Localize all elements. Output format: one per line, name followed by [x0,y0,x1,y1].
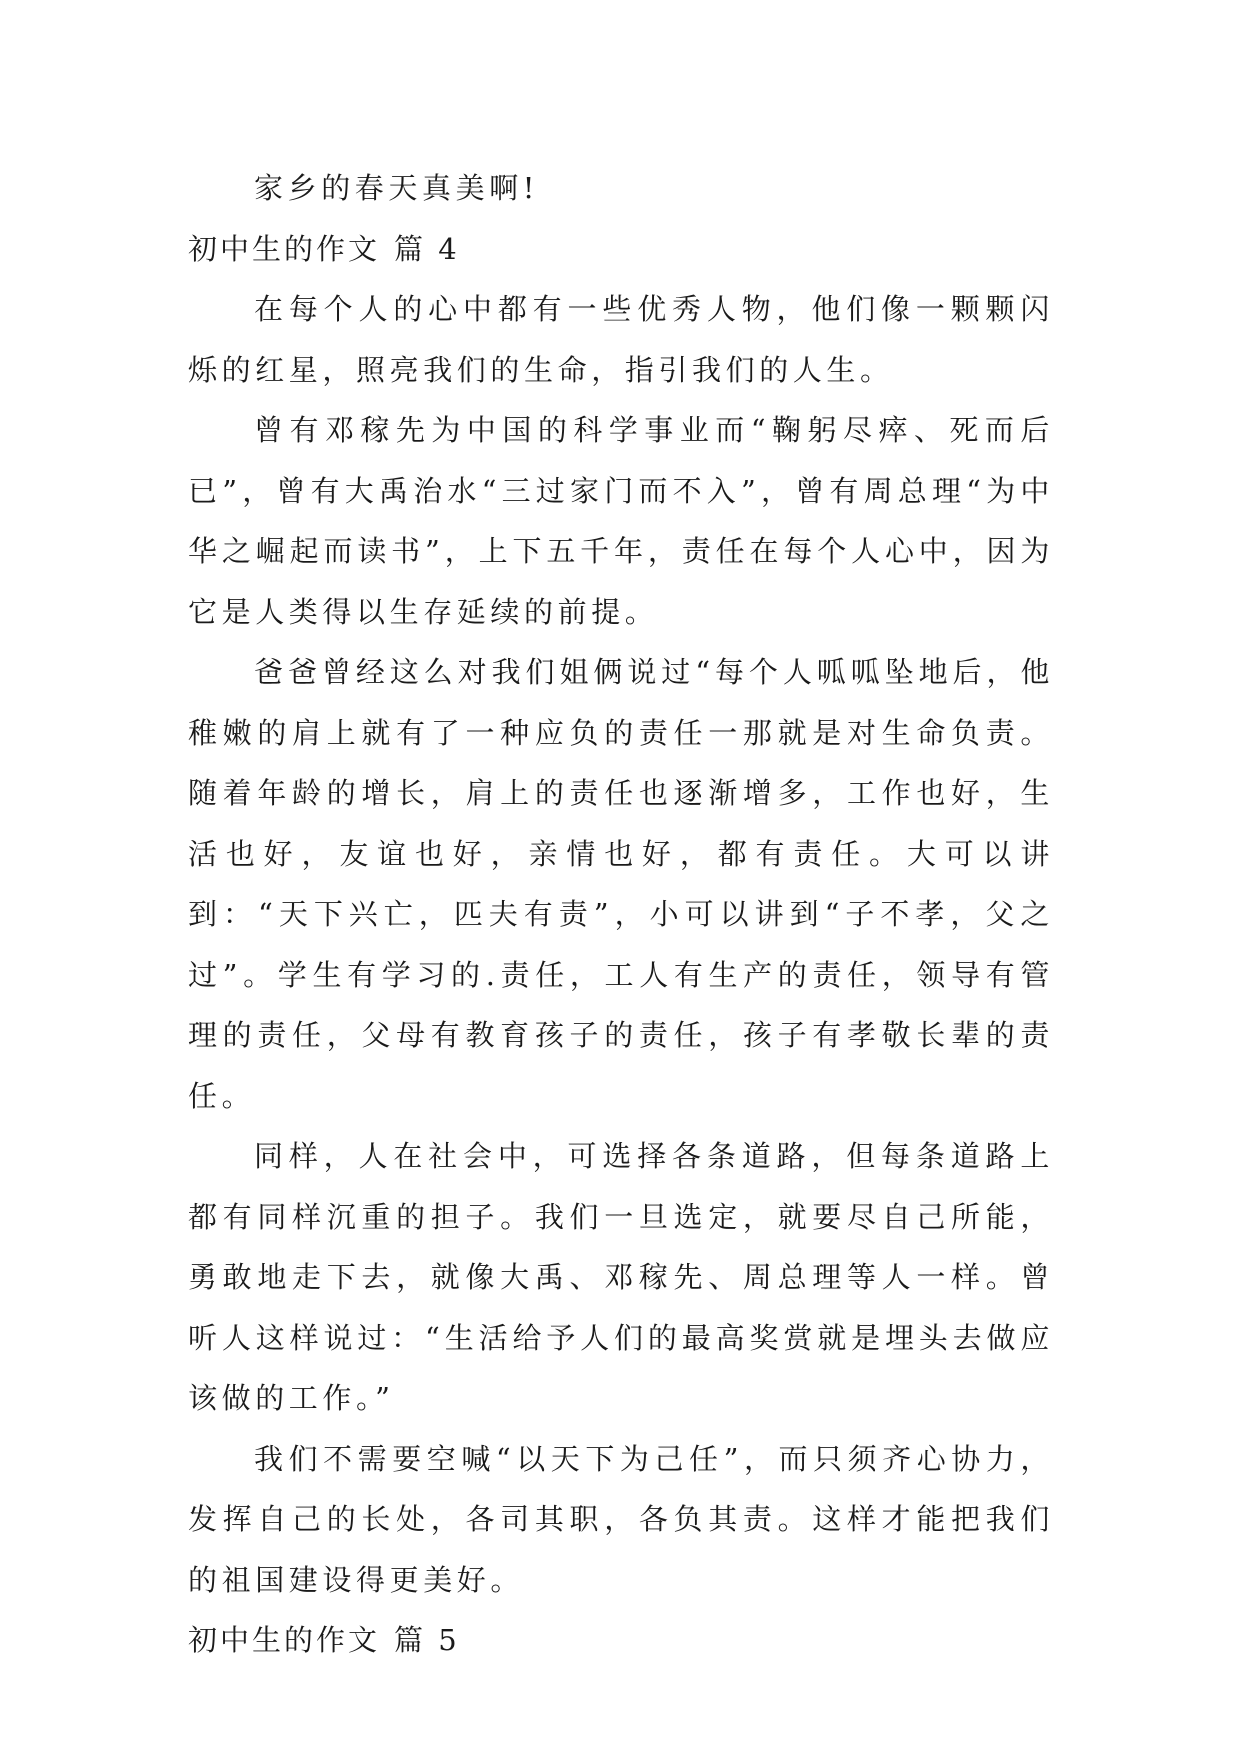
section-heading-5 [188,1610,1054,1671]
section-heading-title: 初中生的作文 [188,231,381,266]
section-heading-title: 初中生的作文 [188,1623,381,1657]
paragraph-conclusion: 我们不需要空喊“以天下为己任”，而只须齐心协力，发挥自己的长处，各司其职，各负其责。这样才能把我们的祖国建设得更美好。 [188,1441,1054,1597]
paragraph-historical-examples: 曾有邓稼先为中国的科学事业而“鞠躬尽瘁、死而后已”，曾有大禹治水“三过家门而不入”，曾有周总理“为中华之崛起而读书”，上下五千年，责任在每个人心中，因为它是人类得以生存延续的前提。 [188,413,1054,629]
section-heading-number: 篇 4 [394,231,460,266]
paragraph-role-models: 在每个人的心中都有一些优秀人物，他们像一颗颗闪烁的红星，照亮我们的生命，指引我们的人生。 [188,292,1054,387]
section-heading-4 [188,219,1054,280]
section-heading-number: 篇 5 [394,1623,460,1657]
document-body [188,158,1054,1671]
paragraph-choose-path: 同样，人在社会中，可选择各条道路，但每条道路上都有同样沉重的担子。我们一旦选定，就要尽自己所能，勇敢地走下去，就像大禹、邓稼先、周总理等人一样。曾听人这样说过：“生活给予人们的最高奖赏就是埋头去做应该做的工作。” [188,1139,1054,1415]
paragraph-spring-closing: 家乡的春天真美啊! [254,171,540,205]
paragraph-father-words: 爸爸曾经这么对我们姐俩说过“每个人呱呱坠地后，他稚嫩的肩上就有了一种应负的责任一那就是对生命负责。随着年龄的增长，肩上的责任也逐渐增多，工作也好，生活也好，友谊也好，亲情也好，都有责任。大可以讲到：“天下兴亡，匹夫有责”，小可以讲到“子不孝，父之过”。学生有学习的.责任，工人有生产的责任，领导有管理的责任，父母有教育孩子的责任，孩子有孝敬长辈的责任。 [188,655,1054,1113]
